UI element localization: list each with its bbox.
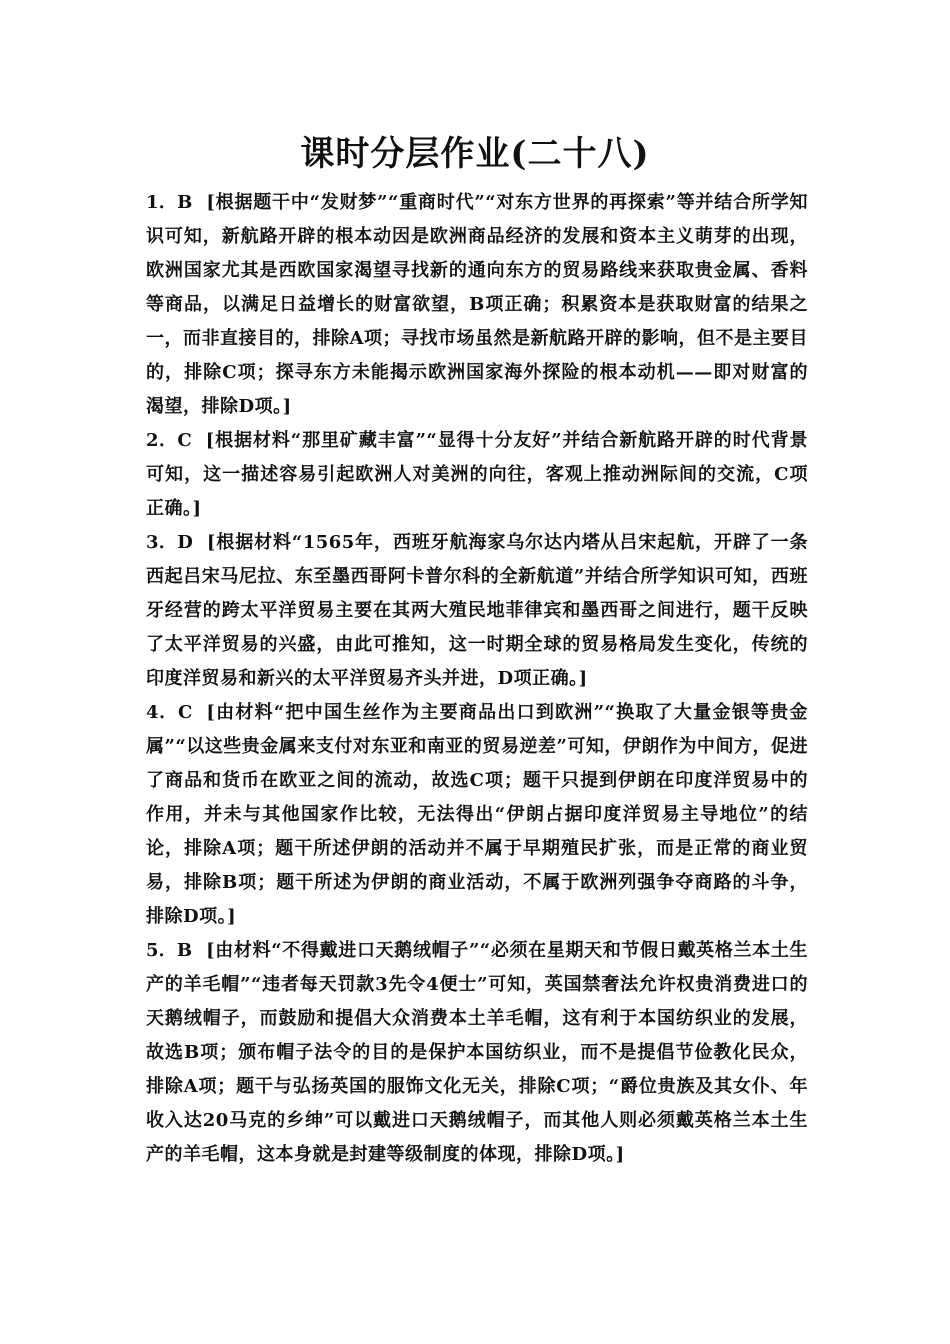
answer-number: 1．B bbox=[146, 192, 193, 213]
answer-item-3 bbox=[146, 526, 808, 696]
page-title: 课时分层作业(二十八) bbox=[300, 134, 650, 174]
answer-number: 5．B bbox=[146, 940, 193, 961]
answer-item-1 bbox=[146, 186, 808, 424]
answer-explanation: [由材料“不得戴进口天鹅绒帽子”“必须在星期天和节假日戴英格兰本土生产的羊毛帽”“违者每天罚款3先令4便士”可知，英国禁奢法允许权贵消费进口的天鹅绒帽子，而鼓励和提倡大众消费本土羊毛帽，这有利于本国纺织业的发展，故选B项；颁布帽子法令的目的是保护本国纺织业，而不是提倡节俭教化民众，排除A项；题干与弘扬英国的服饰文化无关，排除C项；“爵位贵族及其女仆、年收入达20马克的乡绅”可以戴进口天鹅绒帽子，而其他人则必须戴英格兰本土生产的羊毛帽，这本身就是封建等级制度的体现，排除D项。] bbox=[146, 940, 808, 1165]
answer-item-5 bbox=[146, 934, 808, 1172]
answer-item-4 bbox=[146, 696, 808, 934]
answer-explanation: [由材料“把中国生丝作为主要商品出口到欧洲”“换取了大量金银等贵金属”“以这些贵金属来支付对东亚和南亚的贸易逆差”可知，伊朗作为中间方，促进了商品和货币在欧亚之间的流动，故选C项；题干只提到伊朗在印度洋贸易中的作用，并未与其他国家作比较，无法得出“伊朗占据印度洋贸易主导地位”的结论，排除A项；题干所述伊朗的活动并不属于早期殖民扩张，而是正常的商业贸易，排除B项；题干所述为伊朗的商业活动，不属于欧洲列强争夺商路的斗争，排除D项。] bbox=[146, 702, 808, 927]
answer-explanation: [根据材料“1565年，西班牙航海家乌尔达内塔从吕宋起航，开辟了一条西起吕宋马尼拉、东至墨西哥阿卡普尔科的全新航道”并结合所学知识可知，西班牙经营的跨太平洋贸易主要在其两大殖民地菲律宾和墨西哥之间进行，题干反映了太平洋贸易的兴盛，由此可推知，这一时期全球的贸易格局发生变化，传统的印度洋贸易和新兴的太平洋贸易齐头并进，D项正确。] bbox=[146, 532, 808, 689]
answer-explanation: [根据题干中“发财梦”“重商时代”“对东方世界的再探索”等并结合所学知识可知，新航路开辟的根本动因是欧洲商品经济的发展和资本主义萌芽的出现，欧洲国家尤其是西欧国家渴望寻找新的通向东方的贸易路线来获取贵金属、香料等商品，以满足日益增长的财富欲望，B项正确；积累资本是获取财富的结果之一，而非直接目的，排除A项；寻找市场虽然是新航路开辟的影响，但不是主要目的，排除C项；探寻东方未能揭示欧洲国家海外探险的根本动机——即对财富的渴望，排除D项。] bbox=[146, 192, 808, 417]
answer-item-2 bbox=[146, 424, 808, 526]
answer-list bbox=[146, 186, 808, 1172]
answer-number: 4．C bbox=[146, 702, 193, 723]
answer-explanation: [根据材料“那里矿藏丰富”“显得十分友好”并结合新航路开辟的时代背景可知，这一描述容易引起欧洲人对美洲的向往，客观上推动洲际间的交流，C项正确。] bbox=[146, 430, 808, 519]
answer-number: 2．C bbox=[146, 430, 192, 451]
answer-number: 3．D bbox=[146, 532, 193, 553]
